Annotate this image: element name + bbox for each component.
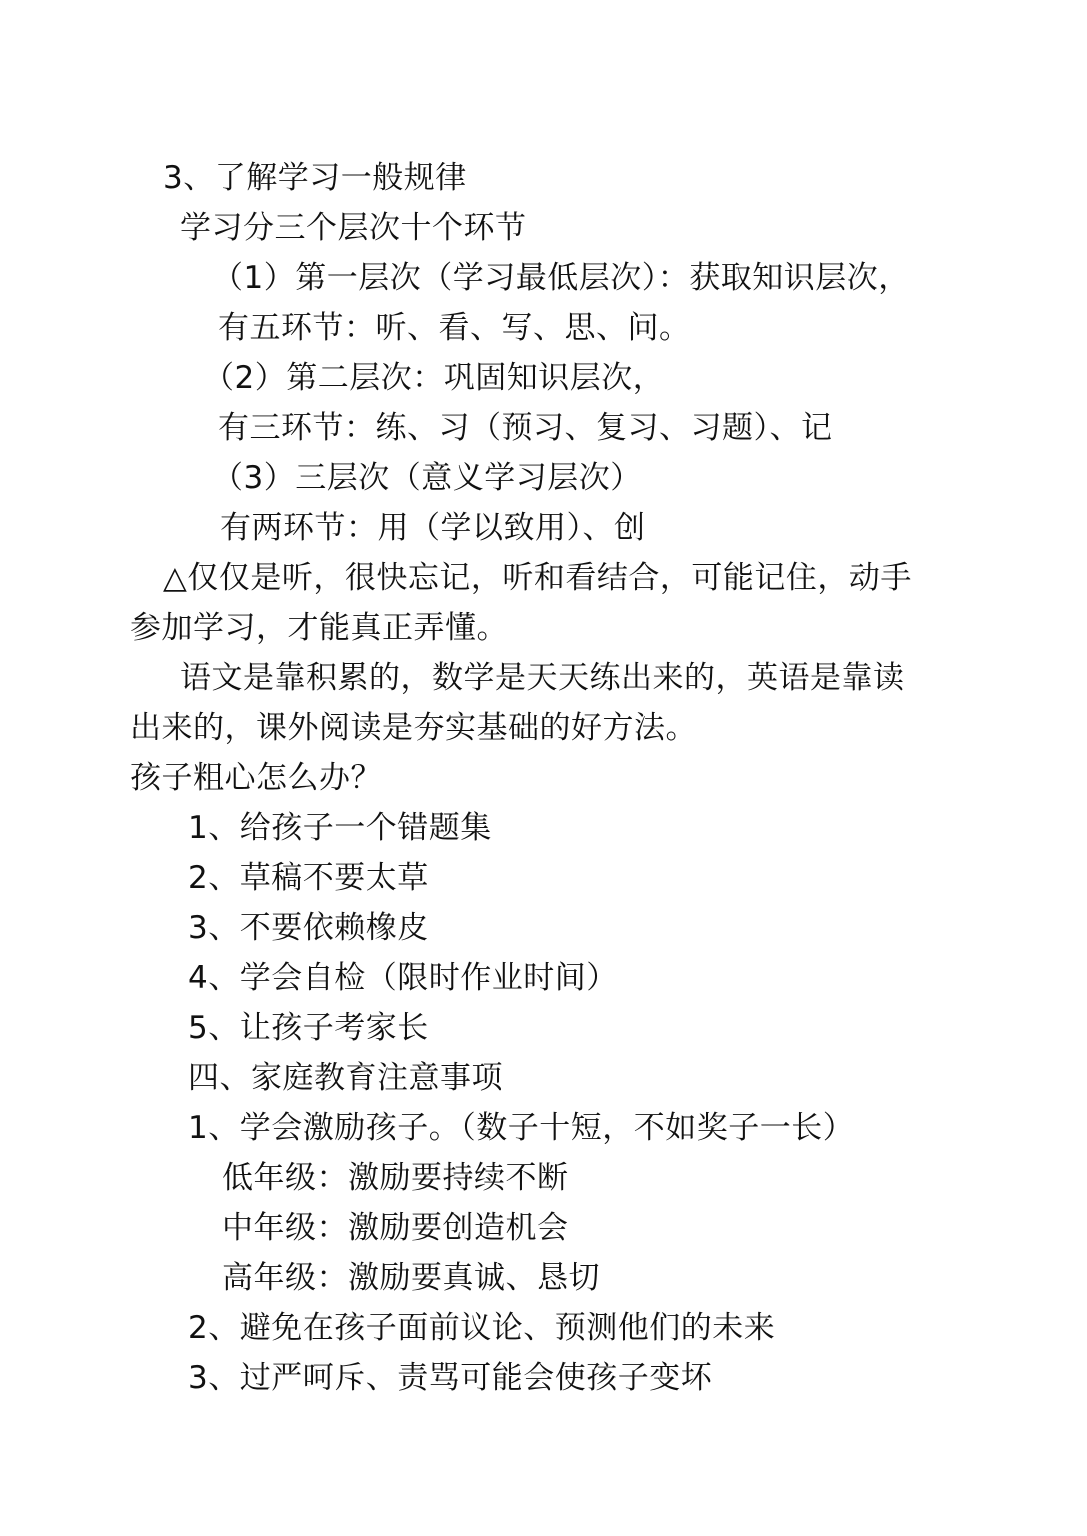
list-item-lower-grade: 低年级：激励要持续不断: [222, 1160, 569, 1196]
list-item-error-book: 1、给孩子一个错题集: [188, 810, 492, 846]
list-item-level-1: （1）第一层次（学习最低层次）：获取知识层次，: [212, 260, 910, 296]
list-item-level-3: （3）三层次（意义学习层次）: [212, 460, 642, 496]
paragraph-subjects-cont: 出来的，课外阅读是夯实基础的好方法。: [130, 710, 697, 746]
list-item-encourage: 1、学会激励孩子。（数子十短，不如奖子一长）: [188, 1110, 855, 1146]
list-item-middle-grade: 中年级：激励要创造机会: [222, 1210, 569, 1246]
section-heading-learning-rules: 3、了解学习一般规律: [163, 160, 467, 196]
paragraph-listening-note: △仅仅是听，很快忘记，听和看结合，可能记住，动手: [163, 560, 912, 596]
list-item-avoid-predict: 2、避免在孩子面前议论、预测他们的未来: [188, 1310, 776, 1346]
list-item-eraser: 3、不要依赖橡皮: [188, 910, 429, 946]
section-heading-carelessness: 孩子粗心怎么办？: [130, 760, 382, 796]
list-item-harsh-scolding: 3、过严呵斥、责骂可能会使孩子变坏: [188, 1360, 713, 1396]
list-item-upper-grade: 高年级：激励要真诚、恳切: [222, 1260, 600, 1296]
list-item-level-2-steps: 有三环节：练、习（预习、复习、习题）、记: [218, 410, 833, 446]
list-item-level-1-steps: 有五环节：听、看、写、思、问。: [218, 310, 691, 346]
paragraph-levels-intro: 学习分三个层次十个环节: [180, 210, 527, 246]
list-item-test-parents: 5、让孩子考家长: [188, 1010, 429, 1046]
list-item-self-check: 4、学会自检（限时作业时间）: [188, 960, 618, 996]
list-item-draft: 2、草稿不要太草: [188, 860, 429, 896]
list-item-level-2: （2）第二层次：巩固知识层次，: [203, 360, 665, 396]
paragraph-subjects: 语文是靠积累的，数学是天天练出来的，英语是靠读: [180, 660, 905, 696]
list-item-level-3-steps: 有两环节：用（学以致用）、创: [220, 510, 646, 546]
section-heading-family-education: 四、家庭教育注意事项: [188, 1060, 503, 1096]
paragraph-listening-note-cont: 参加学习，才能真正弄懂。: [130, 610, 508, 646]
